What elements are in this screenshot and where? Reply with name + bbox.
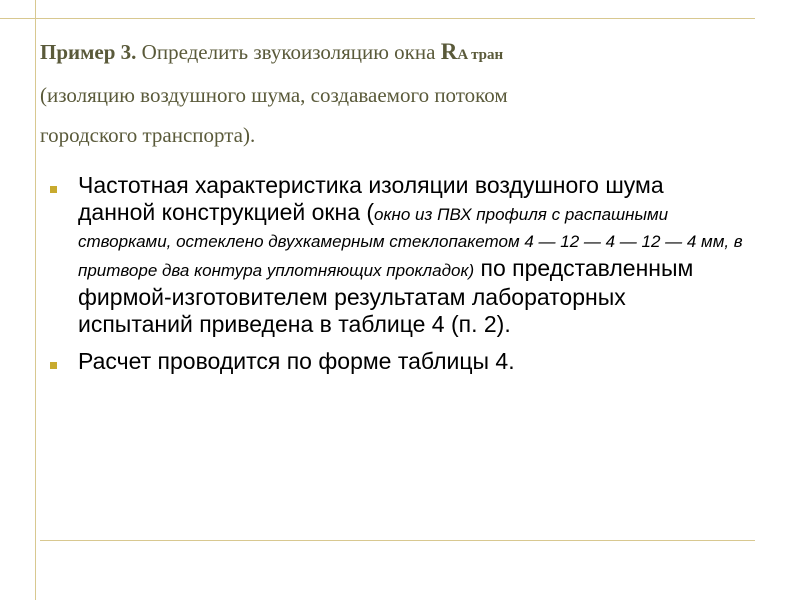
bullet-item [45, 172, 745, 338]
title-line-2: (изоляцию воздушного шума, создаваемого потоком [40, 83, 508, 107]
top-rule [0, 18, 755, 19]
bullet-list [45, 172, 745, 385]
slide-title [40, 32, 740, 155]
bullet-text-part1: Частотная характеристика изоляции воздушного шума данной конструкцией окна ( [78, 172, 664, 225]
title-line-1 [40, 32, 740, 75]
bullet-marker-icon [50, 186, 57, 193]
title-label: Пример 3. [40, 40, 137, 64]
title-ra-sub: A тран [457, 47, 504, 63]
title-line-3: городского транспорта). [40, 123, 256, 147]
bottom-rule [40, 540, 755, 541]
title-text: Определить звукоизоляцию окна [136, 40, 441, 64]
bullet-marker-icon [50, 362, 57, 369]
bullet-text-part3: по представленным фирмой-изготовителем результатам лабораторных испытаний приведена в таблице 4 (п. 2). [78, 255, 694, 337]
bullet-text-italic: окно из ПВХ профиля с распашными створками, остеклено двухкамерным стеклопакетом 4 — 12 — 4 — 12 — 4 мм, в притворе два контура уплотняющих прокладок) [78, 205, 743, 280]
bullet-item [45, 348, 745, 375]
vertical-rule [35, 0, 36, 600]
title-ra: R [440, 39, 458, 64]
bullet-text: Расчет проводится по форме таблицы 4. [78, 348, 515, 374]
